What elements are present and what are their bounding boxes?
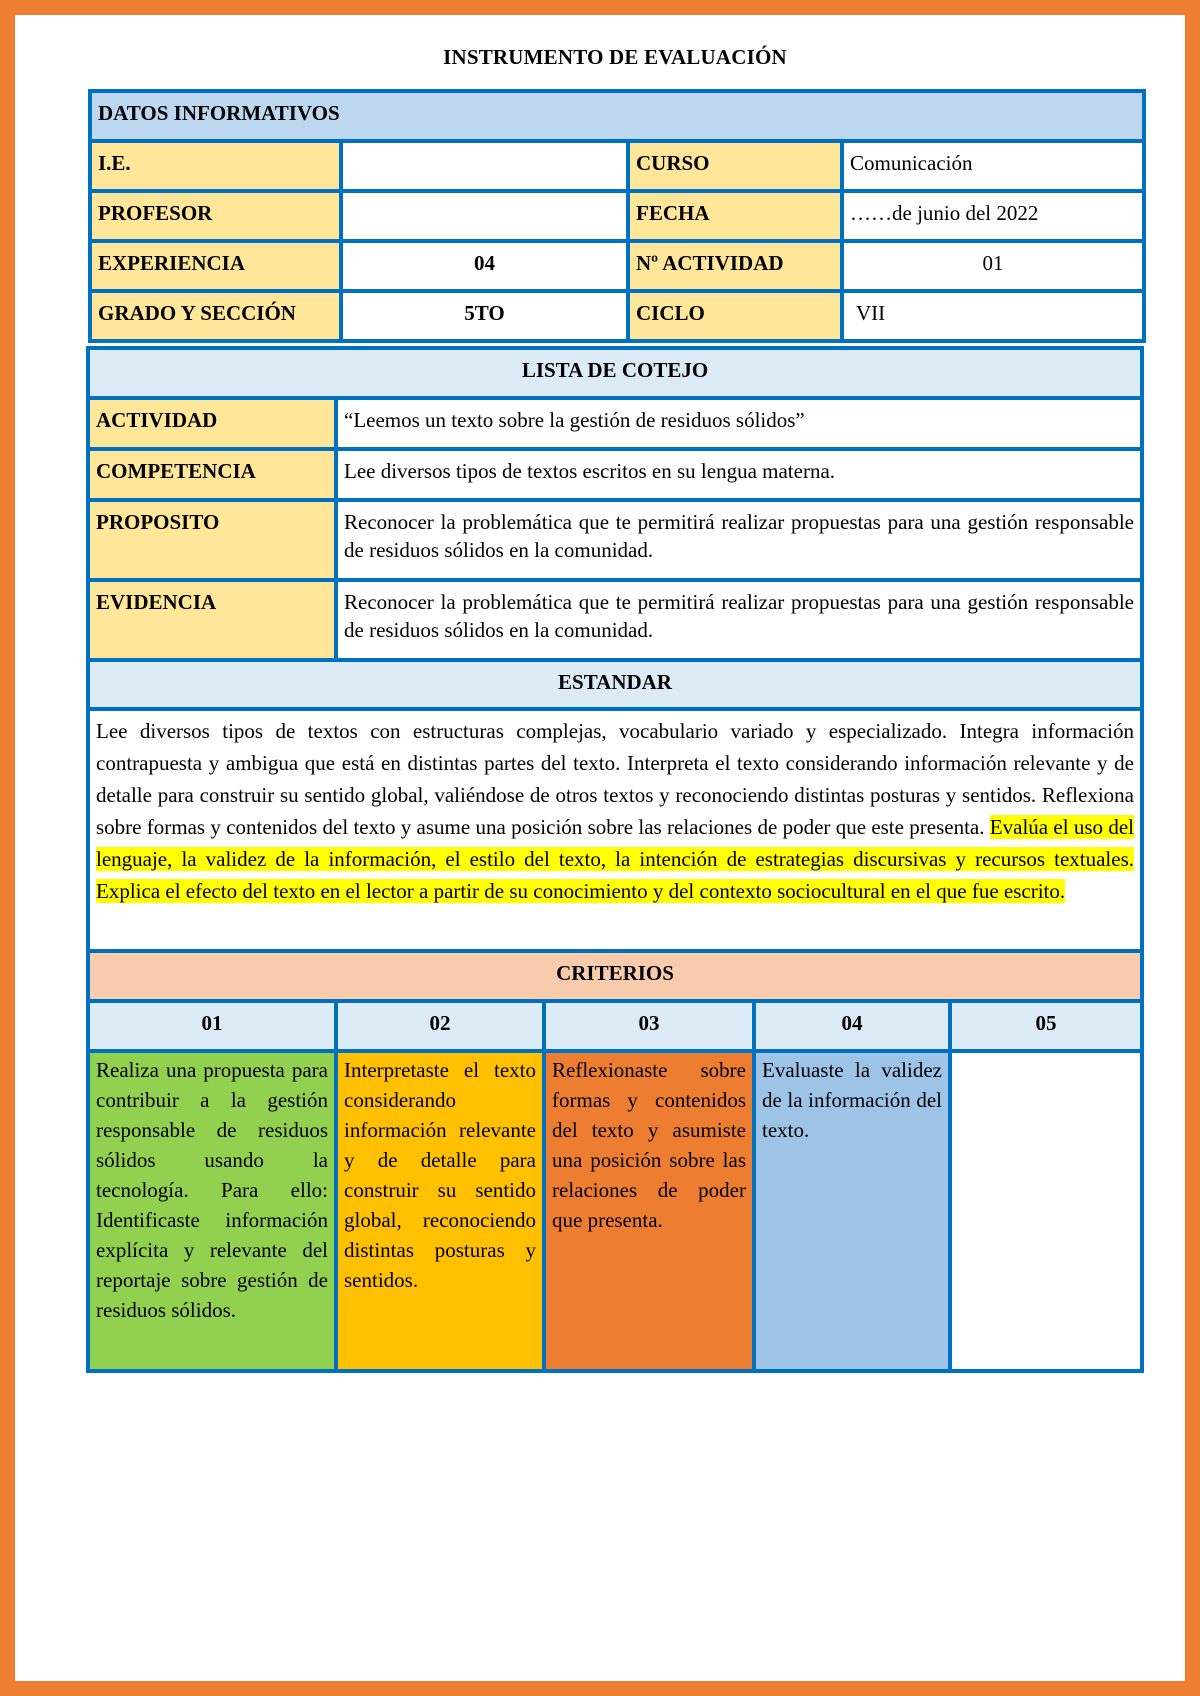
actividad-num-value: 01 [842, 241, 1144, 291]
actividad-num-label: Nº ACTIVIDAD [628, 241, 842, 291]
proposito-value: Reconocer la problemática que te permitirá realizar propuestas para una gestión responsable de residuos sólidos en la comunidad. [336, 500, 1142, 580]
criterio-text-05 [950, 1051, 1142, 1371]
curso-value: Comunicación [842, 141, 1144, 191]
competencia-value: Lee diversos tipos de textos escritos en su lengua materna. [336, 449, 1142, 500]
curso-label: CURSO [628, 141, 842, 191]
criterio-number-03: 03 [544, 1001, 754, 1051]
actividad-label: ACTIVIDAD [88, 398, 336, 449]
criterios-header: CRITERIOS [88, 951, 1142, 1001]
estandar-header: ESTANDAR [88, 660, 1142, 709]
datos-informativos-header: DATOS INFORMATIVOS [90, 91, 1144, 141]
profesor-label: PROFESOR [90, 191, 341, 241]
estandar-text: Lee diversos tipos de textos con estructuras complejas, vocabulario variado y especializado. Integra información contrapuesta y ambigua que está en distintas partes del texto. Interpreta el texto considerando información relevante y de detalle para construir su sentido global, valiéndose de otros textos y reconociendo distintas posturas y sentidos. Reflexiona sobre formas y contenidos del texto y asume una posición sobre las relaciones de poder que este presenta. [96, 719, 1134, 839]
lista-de-cotejo-header: LISTA DE COTEJO [88, 348, 1142, 398]
ie-label: I.E. [90, 141, 341, 191]
lista-de-cotejo-table [86, 346, 1144, 1373]
criterio-number-02: 02 [336, 1001, 544, 1051]
criterio-number-05: 05 [950, 1001, 1142, 1051]
fecha-value: ……de junio del 2022 [842, 191, 1144, 241]
profesor-value [341, 191, 628, 241]
evidencia-value: Reconocer la problemática que te permitirá realizar propuestas para una gestión responsable de residuos sólidos en la comunidad. [336, 580, 1142, 660]
actividad-value: “Leemos un texto sobre la gestión de residuos sólidos” [336, 398, 1142, 449]
criterio-text-03: Reflexionaste sobre formas y contenidos del texto y asumiste una posición sobre las relaciones de poder que presenta. [544, 1051, 754, 1371]
grado-seccion-label: GRADO Y SECCIÓN [90, 291, 341, 341]
document-title: INSTRUMENTO DE EVALUACIÓN [443, 45, 787, 69]
grado-seccion-value: 5TO [341, 291, 628, 341]
criterio-number-04: 04 [754, 1001, 950, 1051]
fecha-label: FECHA [628, 191, 842, 241]
evidencia-label: EVIDENCIA [88, 580, 336, 660]
experiencia-label: EXPERIENCIA [90, 241, 341, 291]
criterio-number-01: 01 [88, 1001, 336, 1051]
criterio-text-02: Interpretaste el texto considerando información relevante y de detalle para construir su sentido global, reconociendo distintas posturas y sentidos. [336, 1051, 544, 1371]
estandar-highlighted-text: Evalúa el uso del lenguaje, la validez de la información, el estilo del texto, la intención de estrategias discursivas y recursos textuales. Explica el efecto del texto en el lector a partir de su conocimiento y del contexto sociocultural en el que fue escrito. [96, 815, 1134, 903]
criterio-text-04: Evaluaste la validez de la información del texto. [754, 1051, 950, 1371]
datos-informativos-table [88, 89, 1146, 343]
experiencia-value: 04 [341, 241, 628, 291]
competencia-label: COMPETENCIA [88, 449, 336, 500]
ie-value [341, 141, 628, 191]
proposito-label: PROPOSITO [88, 500, 336, 580]
ciclo-label: CICLO [628, 291, 842, 341]
estandar-cell [88, 709, 1142, 951]
criterio-text-01: Realiza una propuesta para contribuir a la gestión responsable de residuos sólidos usando la tecnología. Para ello: Identificaste información explícita y relevante del reportaje sobre gestión de residuos sólidos. [88, 1051, 336, 1371]
ciclo-value: VII [842, 291, 1144, 341]
